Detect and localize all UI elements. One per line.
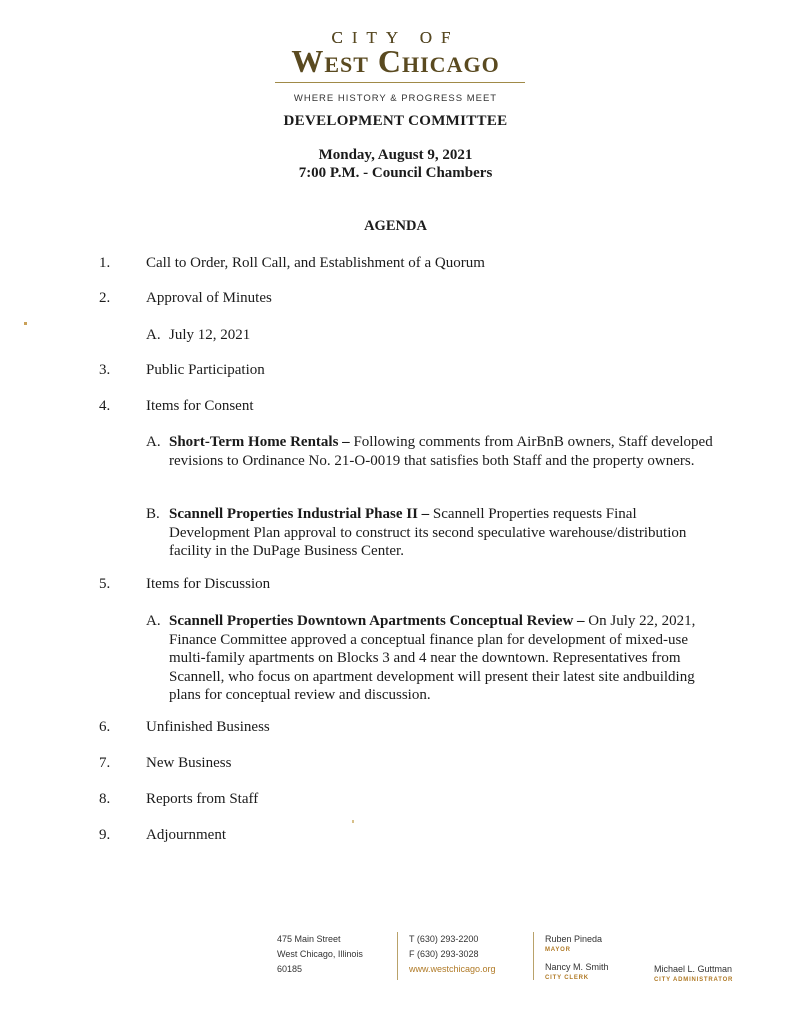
agenda-item-call-to-order: Call to Order, Roll Call, and Establishment of a Quorum [146,255,485,271]
agenda-item-number: 8. [99,791,111,807]
margin-mark [24,322,27,325]
agenda-item-number: 2. [99,290,111,306]
phone-number: T (630) 293-2200 [409,934,479,944]
meeting-date: Monday, August 9, 2021 [318,147,473,163]
address-city: West Chicago, Illinois [277,949,363,959]
fax-number: F (630) 293-3028 [409,949,479,959]
agenda-item-number: 1. [99,255,111,271]
agenda-item-public-participation: Public Participation [146,362,265,378]
sub-item-heading: Scannell Properties Downtown Apartments Conceptual Review – [169,613,585,629]
agenda-item-unfinished-business: Unfinished Business [146,719,270,735]
agenda-item-items-for-consent: Items for Consent [146,398,254,414]
agenda-item-number: 3. [99,362,111,378]
sub-item-body [169,433,719,470]
footer-officials [545,932,609,982]
footer-divider [533,932,534,980]
agenda-item-number: 6. [99,719,111,735]
sub-item-body [169,612,719,705]
agenda-item-number: 9. [99,827,111,843]
agenda-item-new-business: New Business [146,755,232,771]
mayor-role: MAYOR [545,947,571,953]
clerk-role: CITY CLERK [545,975,589,981]
agenda-item-reports-from-staff: Reports from Staff [146,791,259,807]
sub-item-heading: Scannell Properties Industrial Phase II – [169,506,430,522]
sub-item-letter: A. [146,434,161,450]
sub-item-text: July 12, 2021 [169,327,251,343]
tagline: WHERE HISTORY & PROGRESS MEET [293,93,498,104]
footer-divider [397,932,398,980]
agenda-item-number: 4. [99,398,111,414]
sub-item-text: On July 22, 2021, Finance Committee approved a conceptual finance plan for development of mixed-use multi-family apartments on Blocks 3 and 4 near the downtown. Representatives from Scannell, who focus on apartment development will present their latest site andbuilding plans for conceptual review and discussion. [169,613,696,703]
logo-divider [275,82,525,83]
address-zip: 60185 [277,964,303,974]
agenda-item-number: 7. [99,755,111,771]
consent-sub-item-a [146,433,716,469]
meeting-time-place: 7:00 P.M. - Council Chambers [298,165,493,181]
logo-west-chicago: West Chicago [291,43,500,79]
sub-item-letter: A. [146,613,161,629]
footer-administrator [654,962,733,984]
agenda-item-items-for-discussion: Items for Discussion [146,576,271,592]
sub-item-text: Following comments from AirBnB owners, Staff developed revisions to Ordinance No. 21-O-0019 that satisfies both Staff and the property owners. [169,434,713,469]
sub-item-letter: B. [146,506,160,522]
administrator-name: Michael L. Guttman [654,964,733,974]
footer-contact [409,932,496,977]
agenda-item-approval-of-minutes: Approval of Minutes [146,290,272,306]
logo-city-of: CITY OF [331,28,460,47]
sub-item-text: Scannell Properties requests Final Development Plan approval to construct its second speculative warehouse/distribution facility in the DuPage Business Center. [169,506,687,559]
minutes-sub-item [146,326,716,345]
discussion-sub-item-a [146,612,716,703]
committee-title: DEVELOPMENT COMMITTEE [283,113,508,129]
footer-address [277,932,363,977]
sub-item-letter: A. [146,327,161,343]
consent-sub-item-b [146,505,716,559]
agenda-item-adjournment: Adjournment [146,827,226,843]
website-link[interactable]: www.westchicago.org [409,964,496,974]
sub-item-heading: Short-Term Home Rentals – [169,434,350,450]
address-street: 475 Main Street [277,934,341,944]
agenda-title: AGENDA [364,218,427,234]
sub-item-body [169,505,719,561]
margin-mark [352,820,354,823]
clerk-name: Nancy M. Smith [545,962,609,972]
agenda-item-number: 5. [99,576,111,592]
administrator-role: CITY ADMINISTRATOR [654,977,734,983]
mayor-name: Ruben Pineda [545,934,603,944]
